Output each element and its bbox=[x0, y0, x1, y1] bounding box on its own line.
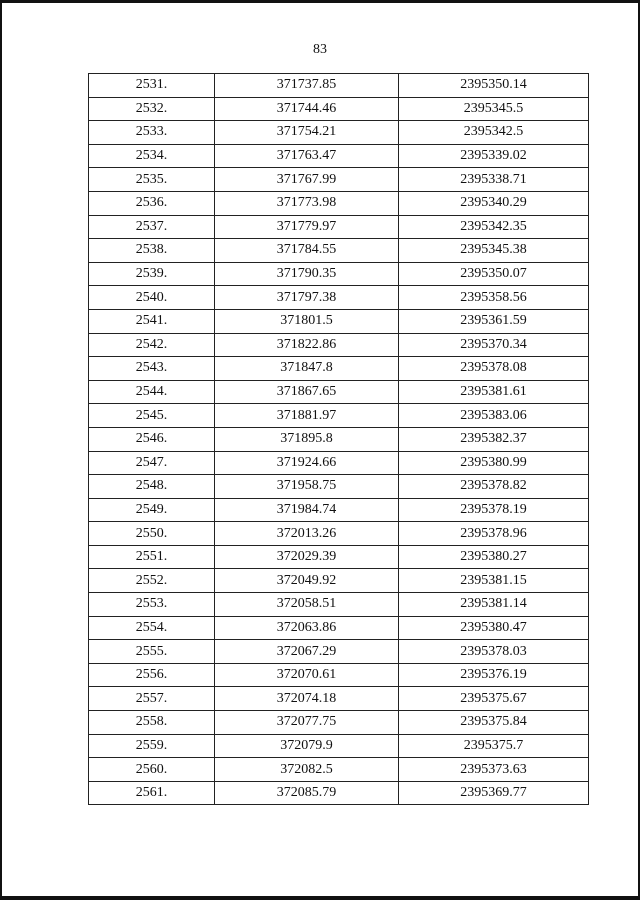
x-coordinate-cell: 372029.39 bbox=[215, 545, 399, 569]
x-coordinate-cell: 372063.86 bbox=[215, 616, 399, 640]
point-number-cell: 2531. bbox=[89, 74, 215, 98]
point-number-cell: 2538. bbox=[89, 239, 215, 263]
point-number-cell: 2539. bbox=[89, 262, 215, 286]
table-row bbox=[89, 239, 589, 263]
point-number-cell: 2553. bbox=[89, 593, 215, 617]
y-coordinate-cell: 2395361.59 bbox=[399, 309, 589, 333]
point-number-cell: 2548. bbox=[89, 475, 215, 499]
point-number-cell: 2547. bbox=[89, 451, 215, 475]
point-number-cell: 2536. bbox=[89, 191, 215, 215]
table-row bbox=[89, 475, 589, 499]
y-coordinate-cell: 2395350.14 bbox=[399, 74, 589, 98]
table-row bbox=[89, 663, 589, 687]
table-row bbox=[89, 144, 589, 168]
y-coordinate-cell: 2395381.61 bbox=[399, 380, 589, 404]
point-number-cell: 2532. bbox=[89, 97, 215, 121]
scan-edge-bottom bbox=[0, 896, 640, 900]
y-coordinate-cell: 2395378.03 bbox=[399, 640, 589, 664]
y-coordinate-cell: 2395342.35 bbox=[399, 215, 589, 239]
page-number: 83 bbox=[313, 42, 327, 57]
point-number-cell: 2558. bbox=[89, 711, 215, 735]
x-coordinate-cell: 371801.5 bbox=[215, 309, 399, 333]
point-number-cell: 2542. bbox=[89, 333, 215, 357]
y-coordinate-cell: 2395345.5 bbox=[399, 97, 589, 121]
y-coordinate-cell: 2395378.08 bbox=[399, 357, 589, 381]
point-number-cell: 2535. bbox=[89, 168, 215, 192]
table-row bbox=[89, 545, 589, 569]
point-number-cell: 2555. bbox=[89, 640, 215, 664]
point-number-cell: 2543. bbox=[89, 357, 215, 381]
y-coordinate-cell: 2395350.07 bbox=[399, 262, 589, 286]
point-number-cell: 2549. bbox=[89, 498, 215, 522]
x-coordinate-cell: 371847.8 bbox=[215, 357, 399, 381]
x-coordinate-cell: 371779.97 bbox=[215, 215, 399, 239]
point-number-cell: 2545. bbox=[89, 404, 215, 428]
point-number-cell: 2533. bbox=[89, 121, 215, 145]
x-coordinate-cell: 371958.75 bbox=[215, 475, 399, 499]
table-row bbox=[89, 286, 589, 310]
table-row bbox=[89, 687, 589, 711]
y-coordinate-cell: 2395381.15 bbox=[399, 569, 589, 593]
table-row bbox=[89, 758, 589, 782]
y-coordinate-cell: 2395381.14 bbox=[399, 593, 589, 617]
y-coordinate-cell: 2395373.63 bbox=[399, 758, 589, 782]
y-coordinate-cell: 2395376.19 bbox=[399, 663, 589, 687]
x-coordinate-cell: 371767.99 bbox=[215, 168, 399, 192]
x-coordinate-cell: 371784.55 bbox=[215, 239, 399, 263]
point-number-cell: 2560. bbox=[89, 758, 215, 782]
x-coordinate-cell: 371924.66 bbox=[215, 451, 399, 475]
y-coordinate-cell: 2395369.77 bbox=[399, 781, 589, 805]
table-row bbox=[89, 380, 589, 404]
table-row bbox=[89, 427, 589, 451]
table-row bbox=[89, 781, 589, 805]
x-coordinate-cell: 372067.29 bbox=[215, 640, 399, 664]
point-number-cell: 2537. bbox=[89, 215, 215, 239]
table-row bbox=[89, 734, 589, 758]
y-coordinate-cell: 2395380.99 bbox=[399, 451, 589, 475]
x-coordinate-cell: 372058.51 bbox=[215, 593, 399, 617]
y-coordinate-cell: 2395375.67 bbox=[399, 687, 589, 711]
y-coordinate-cell: 2395375.84 bbox=[399, 711, 589, 735]
x-coordinate-cell: 372079.9 bbox=[215, 734, 399, 758]
x-coordinate-cell: 371744.46 bbox=[215, 97, 399, 121]
point-number-cell: 2557. bbox=[89, 687, 215, 711]
point-number-cell: 2559. bbox=[89, 734, 215, 758]
y-coordinate-cell: 2395339.02 bbox=[399, 144, 589, 168]
y-coordinate-cell: 2395378.19 bbox=[399, 498, 589, 522]
table-row bbox=[89, 593, 589, 617]
x-coordinate-cell: 372085.79 bbox=[215, 781, 399, 805]
point-number-cell: 2550. bbox=[89, 522, 215, 546]
table-row bbox=[89, 121, 589, 145]
table-row bbox=[89, 357, 589, 381]
point-number-cell: 2544. bbox=[89, 380, 215, 404]
y-coordinate-cell: 2395342.5 bbox=[399, 121, 589, 145]
point-number-cell: 2546. bbox=[89, 427, 215, 451]
y-coordinate-cell: 2395380.27 bbox=[399, 545, 589, 569]
y-coordinate-cell: 2395358.56 bbox=[399, 286, 589, 310]
y-coordinate-cell: 2395382.37 bbox=[399, 427, 589, 451]
point-number-cell: 2554. bbox=[89, 616, 215, 640]
coordinates-table bbox=[88, 73, 589, 805]
point-number-cell: 2540. bbox=[89, 286, 215, 310]
table-row bbox=[89, 522, 589, 546]
scan-edge-left bbox=[0, 0, 2, 900]
table-row bbox=[89, 309, 589, 333]
y-coordinate-cell: 2395340.29 bbox=[399, 191, 589, 215]
x-coordinate-cell: 372013.26 bbox=[215, 522, 399, 546]
table-row bbox=[89, 74, 589, 98]
x-coordinate-cell: 371763.47 bbox=[215, 144, 399, 168]
table-row bbox=[89, 404, 589, 428]
point-number-cell: 2552. bbox=[89, 569, 215, 593]
x-coordinate-cell: 371797.38 bbox=[215, 286, 399, 310]
x-coordinate-cell: 371895.8 bbox=[215, 427, 399, 451]
y-coordinate-cell: 2395378.96 bbox=[399, 522, 589, 546]
point-number-cell: 2561. bbox=[89, 781, 215, 805]
table-row bbox=[89, 498, 589, 522]
x-coordinate-cell: 371754.21 bbox=[215, 121, 399, 145]
x-coordinate-cell: 371867.65 bbox=[215, 380, 399, 404]
table-row bbox=[89, 333, 589, 357]
table-row bbox=[89, 97, 589, 121]
x-coordinate-cell: 371822.86 bbox=[215, 333, 399, 357]
x-coordinate-cell: 372074.18 bbox=[215, 687, 399, 711]
point-number-cell: 2556. bbox=[89, 663, 215, 687]
y-coordinate-cell: 2395380.47 bbox=[399, 616, 589, 640]
y-coordinate-cell: 2395383.06 bbox=[399, 404, 589, 428]
point-number-cell: 2551. bbox=[89, 545, 215, 569]
x-coordinate-cell: 372077.75 bbox=[215, 711, 399, 735]
point-number-cell: 2541. bbox=[89, 309, 215, 333]
y-coordinate-cell: 2395345.38 bbox=[399, 239, 589, 263]
y-coordinate-cell: 2395375.7 bbox=[399, 734, 589, 758]
y-coordinate-cell: 2395370.34 bbox=[399, 333, 589, 357]
table-row bbox=[89, 451, 589, 475]
table-row bbox=[89, 262, 589, 286]
x-coordinate-cell: 371773.98 bbox=[215, 191, 399, 215]
point-number-cell: 2534. bbox=[89, 144, 215, 168]
x-coordinate-cell: 372082.5 bbox=[215, 758, 399, 782]
x-coordinate-cell: 371737.85 bbox=[215, 74, 399, 98]
table-row bbox=[89, 215, 589, 239]
x-coordinate-cell: 372070.61 bbox=[215, 663, 399, 687]
table-row bbox=[89, 569, 589, 593]
table-row bbox=[89, 640, 589, 664]
y-coordinate-cell: 2395378.82 bbox=[399, 475, 589, 499]
coordinates-table-body bbox=[89, 74, 589, 805]
x-coordinate-cell: 371984.74 bbox=[215, 498, 399, 522]
table-row bbox=[89, 616, 589, 640]
x-coordinate-cell: 371790.35 bbox=[215, 262, 399, 286]
table-row bbox=[89, 168, 589, 192]
table-row bbox=[89, 711, 589, 735]
table-row bbox=[89, 191, 589, 215]
x-coordinate-cell: 372049.92 bbox=[215, 569, 399, 593]
x-coordinate-cell: 371881.97 bbox=[215, 404, 399, 428]
scan-edge-top bbox=[0, 0, 640, 3]
y-coordinate-cell: 2395338.71 bbox=[399, 168, 589, 192]
